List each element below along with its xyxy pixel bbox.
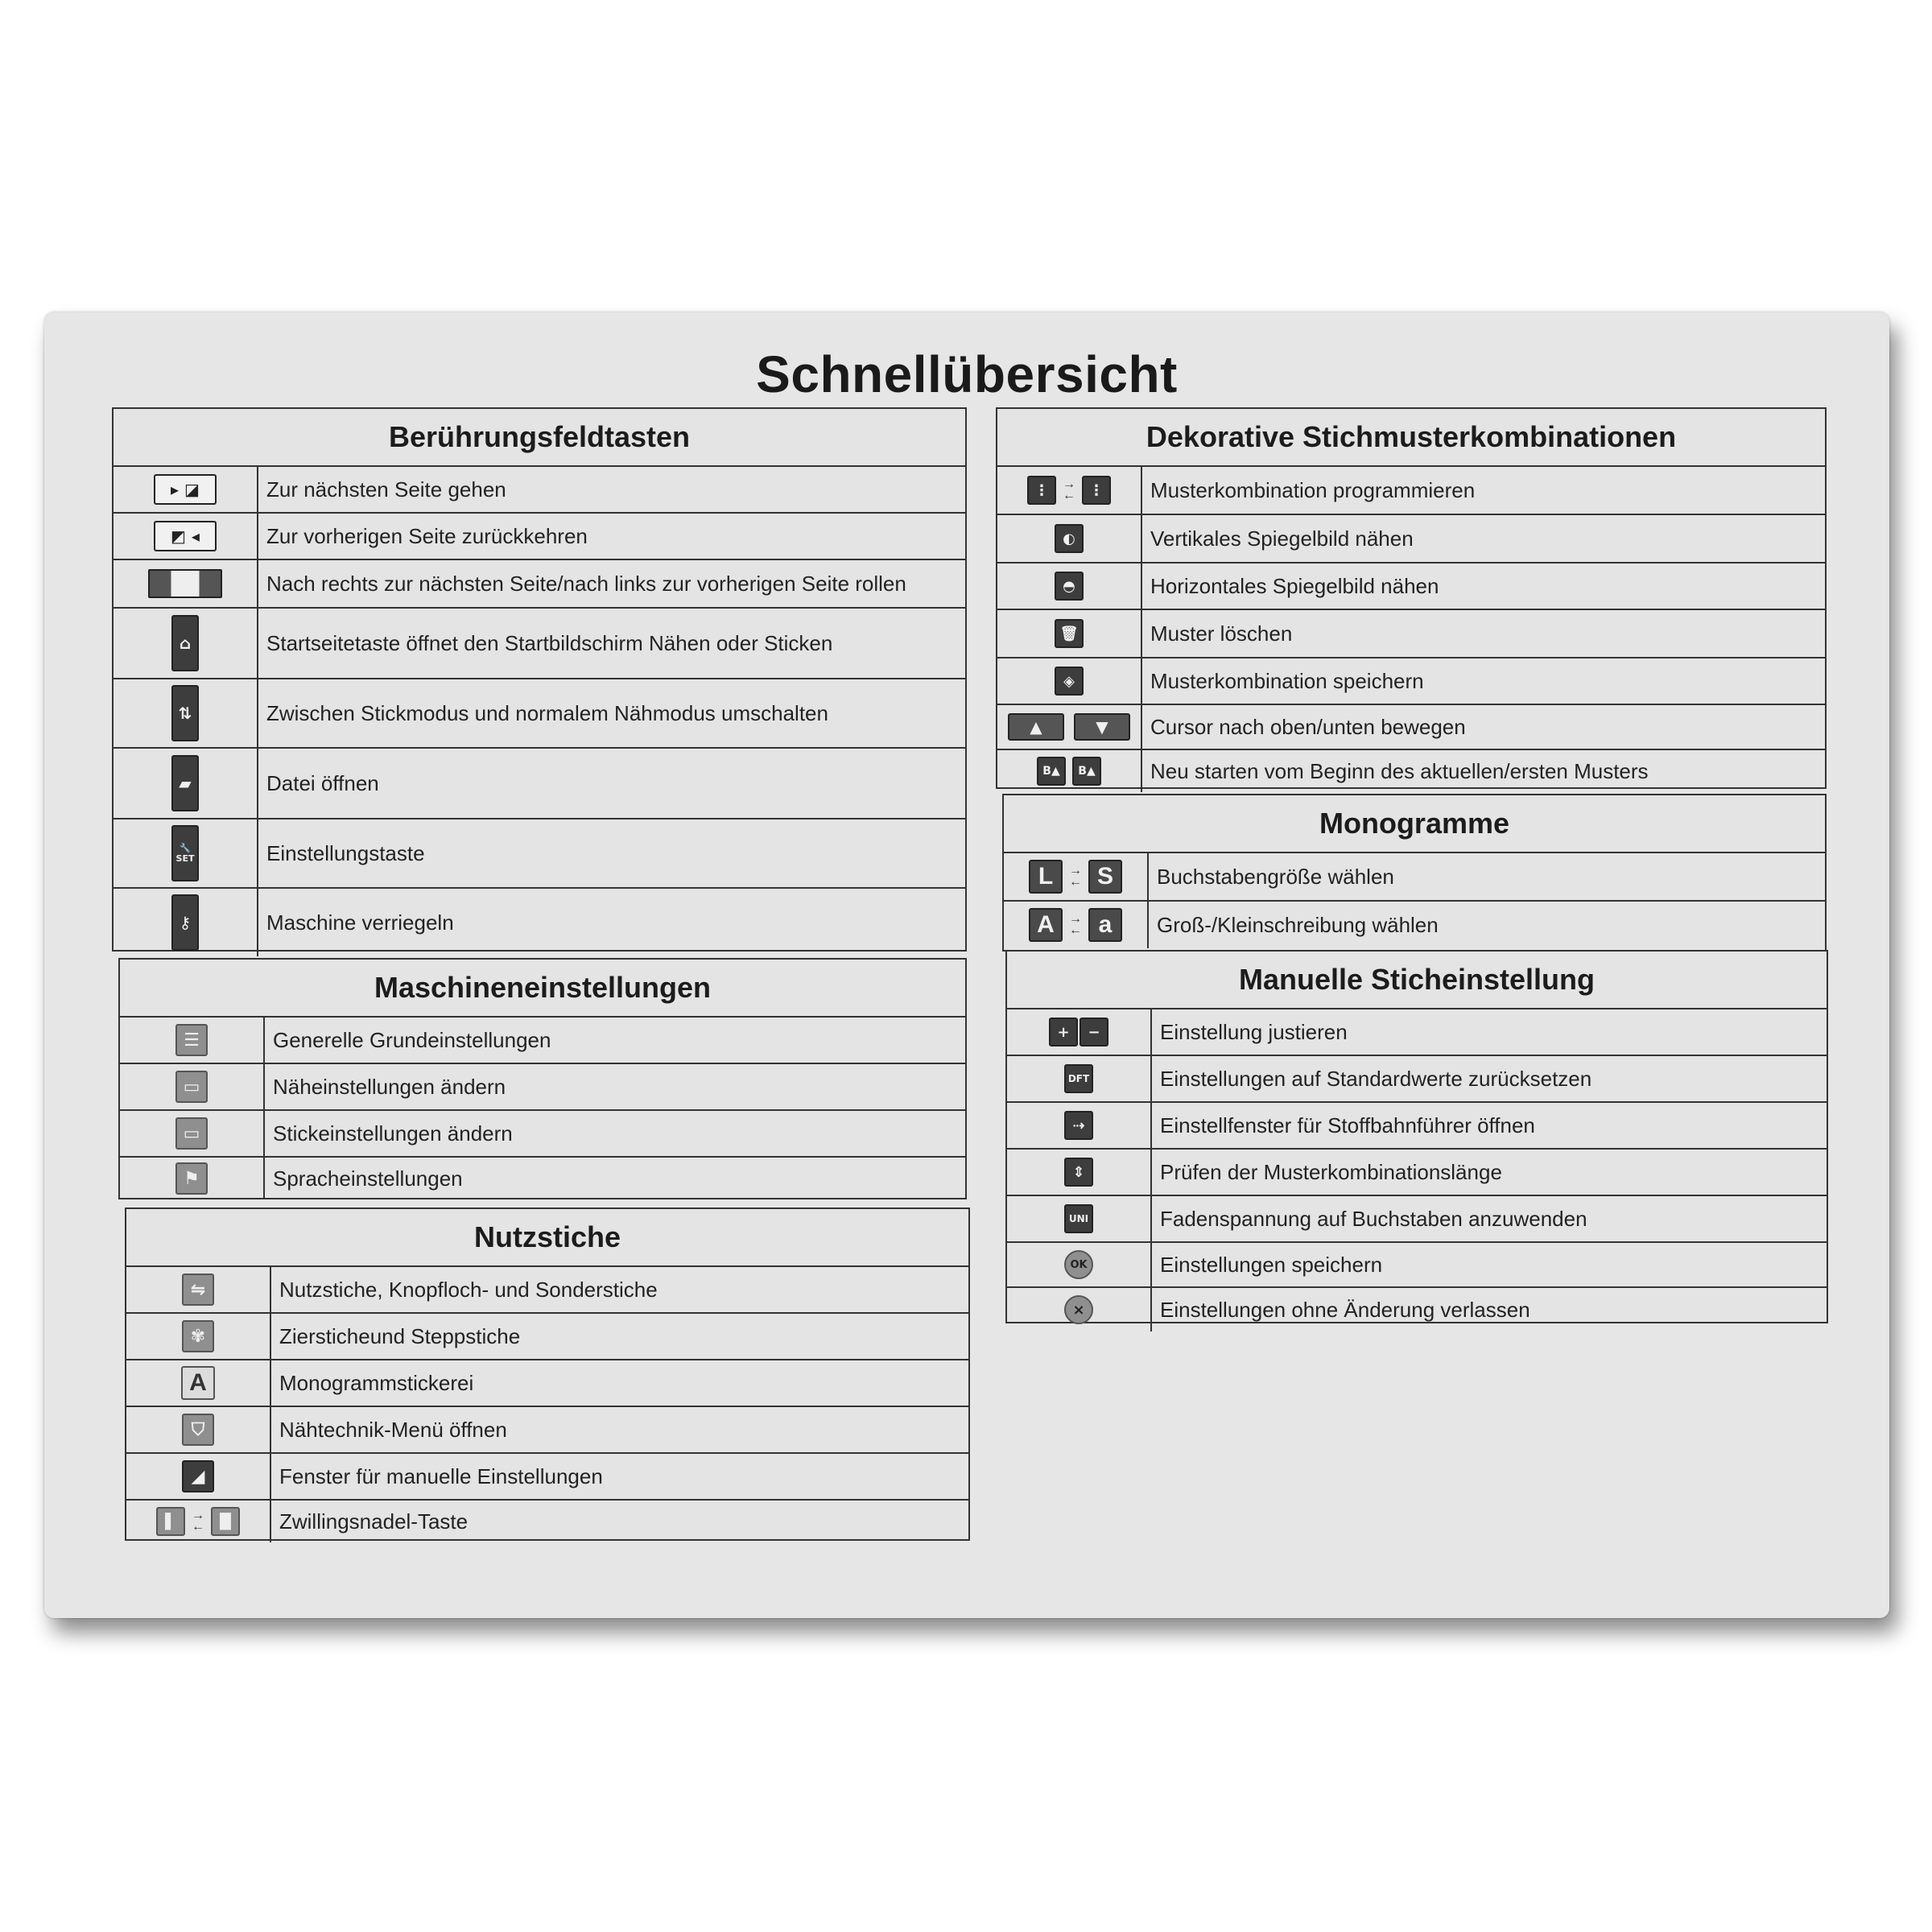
table-row [114,609,965,679]
table-row [1007,1288,1827,1331]
section-heading: Manuelle Sticheinstellung [1007,952,1827,1009]
row-label: Einstellungen auf Standardwerte zurücksetzen [1160,1066,1592,1091]
section-machine-settings [118,958,967,1199]
table-row [1007,1103,1827,1150]
row-label: Nähtechnik-Menü öffnen [279,1417,507,1442]
swap-arrows-icon: → ← [1063,477,1075,502]
table-row [997,564,1825,610]
table-row [126,1360,968,1407]
section-heading: Maschineneinstellungen [120,960,965,1018]
table-row [126,1314,968,1360]
row-label: Startseitetaste öffnet den Startbildschirm Nähen oder Sticken [266,630,833,655]
swap-arrows-icon: → ← [192,1509,204,1534]
table-row [120,1018,965,1064]
table-row [126,1267,968,1314]
table-row [1004,902,1825,948]
ok-icon: OK [1064,1250,1093,1279]
table-row [120,1111,965,1158]
cancel-icon: × [1064,1295,1093,1324]
row-label: Horizontales Spiegelbild nähen [1150,573,1439,598]
table-row [120,1158,965,1199]
vertical-mirror-icon: ◐ [1055,524,1084,553]
pattern-a-icon: ⋮ [1027,476,1056,505]
twin-needle-icon: ▐▌ [211,1507,240,1536]
table-row [997,467,1825,515]
shirt-icon: ⛉ [182,1414,214,1446]
section-heading: Monogramme [1004,795,1825,853]
table-row [997,705,1825,750]
next-page-icon: ▸ ◪ [154,474,217,505]
horizontal-mirror-icon: ◓ [1055,572,1084,601]
row-label: Ziersticheund Steppstiche [279,1323,521,1348]
table-row [114,560,965,609]
table-row [997,515,1825,564]
plus-icon: + [1049,1018,1078,1046]
row-label: Näheinstellungen ändern [273,1074,506,1099]
table-row [1007,1243,1827,1288]
row-label: Cursor nach oben/unten bewegen [1150,714,1466,739]
row-label: Spracheinstellungen [273,1166,463,1191]
section-decorative-combinations [996,407,1827,789]
home-icon: ⌂ [171,615,199,671]
single-needle-icon: ▌ [156,1507,185,1536]
section-monograms [1002,794,1827,952]
row-label: Neu starten vom Beginn des aktuellen/ersten Musters [1150,758,1649,783]
table-row [1004,853,1825,902]
table-row [1007,1196,1827,1243]
section-heading: Nutzstiche [126,1209,968,1267]
table-row [997,610,1825,658]
embroidery-settings-icon: ▭ [175,1117,208,1150]
settings-icon: 🔧 SET [171,825,199,881]
row-label: Maschine verriegeln [266,910,454,935]
delete-pattern-icon: 🗑 [1055,619,1084,648]
table-row [114,467,965,514]
length-check-icon: ⇕ [1064,1158,1093,1187]
row-label: Zur vorherigen Seite zurückkehren [266,523,588,548]
row-label: Einstellungen ohne Änderung verlassen [1160,1297,1530,1322]
cursor-up-icon: ▲ [1008,713,1064,741]
table-row [114,679,965,749]
program-combination-icon: ⋮ [1082,476,1111,505]
row-label: Groß-/Kleinschreibung wählen [1157,912,1439,937]
table-row [126,1454,968,1501]
large-letter-icon: L [1029,860,1063,894]
row-label: Prüfen der Musterkombinationslänge [1160,1159,1502,1184]
letter-size-icon: S [1088,860,1122,894]
row-label: Zwischen Stickmodus und normalem Nähmodus umschalten [266,700,828,725]
mode-switch-icon: ⇅ [171,685,199,741]
default-icon: DFT [1064,1064,1093,1093]
restart-first-icon: B▲ [1072,757,1101,786]
general-settings-icon: ☰ [175,1024,208,1056]
row-label: Einstellfenster für Stoffbahnführer öffnen [1160,1113,1535,1137]
fabric-guide-icon: ⇢ [1064,1111,1093,1140]
table-row [1007,1056,1827,1103]
table-row [126,1501,968,1542]
page-title: Schnellübersicht [756,345,1178,403]
row-label: Musterkombination programmieren [1150,477,1476,502]
table-row [1007,1150,1827,1196]
section-manual-stitch-settings [1005,950,1828,1323]
letter-case-icon: a [1088,908,1122,942]
row-label: Fadenspannung auf Buchstaben anzuwenden [1160,1206,1587,1231]
row-label: Zur nächsten Seite gehen [266,477,506,502]
table-row [1007,1009,1827,1056]
row-label: Muster löschen [1150,621,1293,646]
swap-arrows-icon: → ← [1069,864,1082,889]
restart-current-icon: B▲ [1037,757,1066,786]
row-label: Vertikales Spiegelbild nähen [1150,526,1414,551]
row-label: Stickeinstellungen ändern [273,1121,513,1146]
section-utility-stitches [125,1208,970,1541]
lock-icon: ⚷ [171,894,199,951]
row-label: Nutzstiche, Knopfloch- und Sonderstiche [279,1277,658,1302]
row-label: Monogrammstickerei [279,1370,474,1395]
row-label: Einstellungstaste [266,840,425,865]
row-label: Nach rechts zur nächsten Seite/nach links zur vorherigen Seite rollen [266,571,906,596]
row-label: Einstellungen speichern [1160,1252,1383,1277]
table-row [120,1064,965,1111]
manual-window-icon: ◢ [182,1460,214,1492]
row-label: Fenster für manuelle Einstellungen [279,1463,603,1488]
monogram-icon: A [181,1366,215,1400]
uni-tension-icon: UNI [1064,1204,1093,1233]
row-label: Datei öffnen [266,770,379,795]
row-label: Einstellung justieren [1160,1019,1348,1044]
section-heading: Dekorative Stichmusterkombinationen [997,409,1825,467]
sewing-settings-icon: ▭ [175,1071,208,1103]
decorative-stitch-icon: ✾ [182,1320,214,1352]
scroll-bar-icon [148,569,222,598]
utility-stitch-icon: ⇋ [182,1274,214,1306]
previous-page-icon: ◩ ◂ [154,521,217,551]
section-touch-keys [112,407,967,952]
section-heading: Berührungsfeldtasten [114,409,965,467]
table-row [114,889,965,956]
table-row [114,514,965,560]
quick-reference-card [44,312,1889,1618]
row-label: Buchstabengröße wählen [1157,864,1394,889]
folder-icon: ▰ [171,755,199,811]
table-row [997,658,1825,705]
table-row [997,750,1825,792]
uppercase-icon: A [1029,908,1063,942]
language-flag-icon: ⚑ [175,1162,208,1195]
row-label: Zwillingsnadel-Taste [279,1509,469,1534]
row-label: Generelle Grundeinstellungen [273,1027,551,1052]
minus-icon: − [1080,1018,1108,1046]
cursor-down-icon: ▼ [1074,713,1130,741]
table-row [114,749,965,819]
save-combination-icon: ◈ [1055,667,1084,696]
row-label: Musterkombination speichern [1150,668,1424,693]
table-row [114,819,965,889]
swap-arrows-icon: → ← [1069,912,1082,937]
table-row [126,1407,968,1454]
